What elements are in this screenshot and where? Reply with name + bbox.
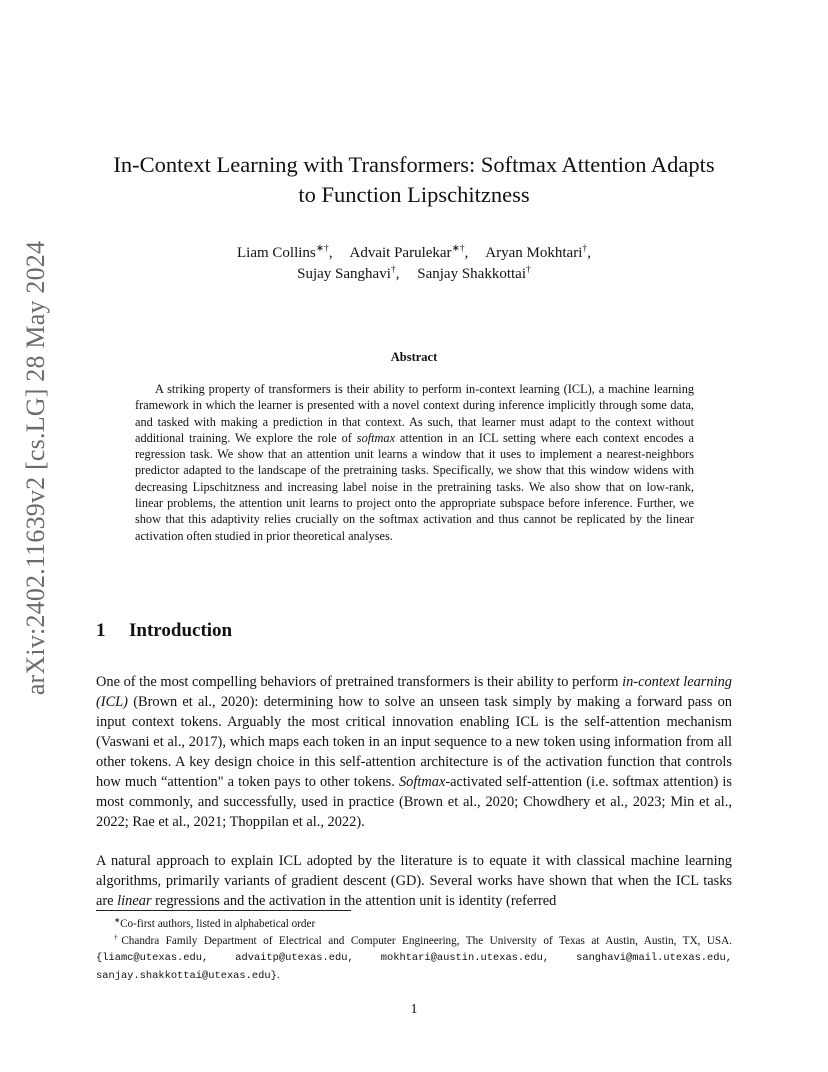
footnote-rule — [96, 910, 351, 911]
intro-paragraph-2: A natural approach to explain ICL adopted by the literature is to equate it with classical machine learning algorithms, primarily variants of gradient descent (GD). Several works have shown that when the ICL tasks are linear regressions and the activation in the attention unit is identity (referred — [96, 853, 732, 909]
author-emails: {liamc@utexas.edu, advaitp@utexas.edu, mokhtari@austin.utexas.edu, sanghavi@mail.utexas.edu, sanjay.shakkottai@utexas.edu} — [96, 952, 732, 982]
section-heading-introduction — [96, 620, 232, 642]
footnotes — [96, 916, 732, 984]
footnote-1: ∗Co-first authors, listed in alphabetical order — [114, 916, 316, 930]
intro-paragraph-1: One of the most compelling behaviors of pretrained transformers is their ability to perform in-context learning (ICL) (Brown et al., 2020): determining how to solve an unseen task simply by making a forward pass on input context tokens. Arguably the most critical innovation enabling ICL is the self-attention mechanism (Vaswani et al., 2017), which maps each token in an input sequence to a new token using information from all other tokens. A key design choice in this self-attention architecture is of the activation function that controls how much “attention" a token pays to other tokens. Softmax-activated self-attention (i.e. softmax attention) is most commonly, and successfully, used in practice (Brown et al., 2020; Chowdhery et al., 2023; Min et al., 2022; Rae et al., 2021; Thoppilan et al., 2022). — [96, 674, 732, 830]
footnote-2: †Chandra Family Department of Electrical and Computer Engineering, The University of Texas at Austin, Austin, TX, USA. {liamc@utexas.edu, advaitp@utexas.edu, mokhtari@austin.utexas.edu, sanghavi@mail.utexas.edu, sanjay.shakkottai@utexas.edu}. — [96, 932, 732, 982]
author: Liam Collins∗†, — [237, 243, 333, 261]
author: Advait Parulekar∗†, — [349, 243, 469, 261]
author-list — [96, 243, 732, 285]
section-title: Introduction — [129, 620, 233, 641]
author: Sujay Sanghavi†, — [297, 264, 400, 282]
title-line-1: In-Context Learning with Transformers: Softmax Attention Adapts — [113, 152, 715, 177]
page-number: 1 — [410, 1002, 418, 1017]
abstract-body: A striking property of transformers is their ability to perform in-context learning (ICL), a machine learning framework in which the learner is presented with a novel context during inference implicitly through some data, and tasked with making a prediction in that context. As such, that learner must adapt to the context without additional training. We explore the role of softmax attention in an ICL setting where each context encodes a regression task. We show that an attention unit learns a window that it uses to implement a nearest-neighbors predictor adapted to the landscape of the pretraining tasks. Specifically, we show that this window widens with decreasing Lipschitzness and increasing label noise in the pretraining tasks. We also show that on low-rank, linear problems, the attention unit learns to project onto the appropriate subspace before inference. Further, we show that this adaptivity relies crucially on the softmax activation and thus cannot be replicated by the linear activation often studied in prior theoretical analyses. — [135, 382, 694, 543]
title-line-2: to Function Lipschitzness — [298, 182, 530, 207]
author: Sanjay Shakkottai† — [417, 264, 531, 282]
section-number: 1 — [96, 620, 106, 641]
arxiv-identifier-stamp: arXiv:2402.11639v2 [cs.LG] 28 May 2024 — [21, 240, 50, 696]
abstract-heading: Abstract — [390, 350, 438, 364]
author: Aryan Mokhtari†, — [485, 243, 591, 261]
paper-title — [96, 150, 732, 210]
